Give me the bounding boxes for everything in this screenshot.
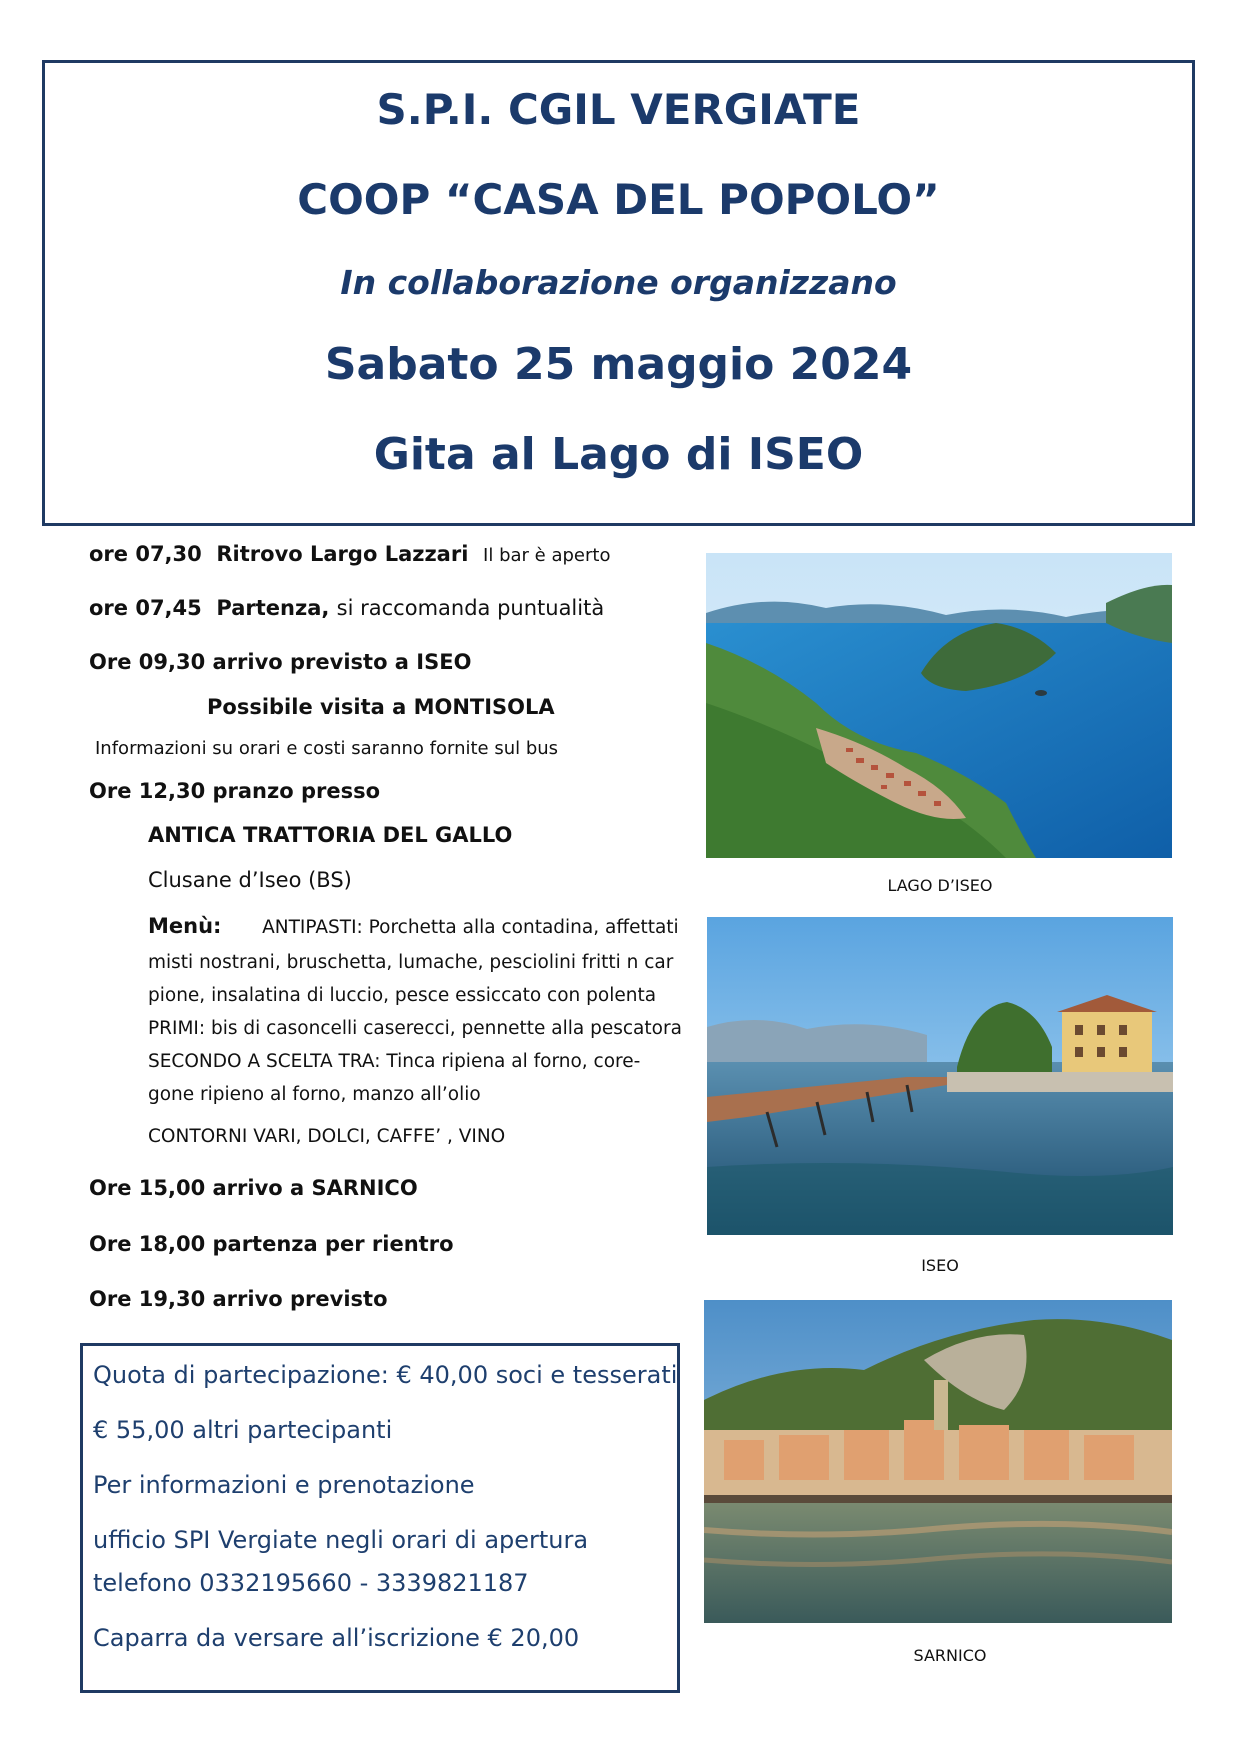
menu-label: Menù: (148, 914, 222, 938)
menu-line-4: PRIMI: bis di casoncelli caserecci, pennette alla pescatora (148, 1018, 682, 1039)
restaurant-location: Clusane d’Iseo (BS) (148, 868, 352, 892)
info-office: ufficio SPI Vergiate negli orari di apertura (93, 1526, 589, 1554)
program-note-2: si raccomanda puntualità (336, 596, 605, 620)
menu-line-7: CONTORNI VARI, DOLCI, CAFFE’ , VINO (148, 1126, 506, 1147)
program-time-1: ore 07,30 (89, 542, 202, 566)
program-row-1 (89, 542, 610, 566)
info-phone: telefono 0332195660 - 3339821187 (93, 1569, 529, 1597)
header-box (42, 60, 1195, 526)
info-price-members: Quota di partecipazione: € 40,00 soci e tesserati (93, 1361, 678, 1389)
sarnico-photo (704, 1300, 1172, 1623)
program-montisola: Possibile visita a MONTISOLA (207, 695, 555, 719)
header-org: S.P.I. CGIL VERGIATE (376, 85, 861, 134)
menu-line-2: misti nostrani, bruschetta, lumache, pesciolini fritti n car (148, 952, 674, 973)
info-price-others: € 55,00 altri partecipanti (93, 1416, 393, 1444)
program-bus-info: Informazioni su orari e costi saranno fornite sul bus (95, 738, 559, 759)
program-row-6: Ore 18,00 partenza per rientro (89, 1232, 454, 1256)
lago-iseo-photo (706, 553, 1172, 858)
header-coop: COOP “CASA DEL POPOLO” (297, 175, 940, 224)
caption-iseo: ISEO (921, 1256, 959, 1275)
program-event-2: Partenza, (216, 596, 330, 620)
program-row-3: Ore 09,30 arrivo previsto a ISEO (89, 650, 472, 674)
iseo-photo (707, 917, 1173, 1235)
info-box (80, 1343, 680, 1693)
info-booking: Per informazioni e prenotazione (93, 1471, 475, 1499)
menu-line-6: gone ripieno al forno, manzo all’olio (148, 1084, 481, 1105)
menu-line-1 (148, 914, 679, 938)
menu-line-3: pione, insalatina di luccio, pesce essiccato con polenta (148, 985, 657, 1006)
info-deposit: Caparra da versare all’iscrizione € 20,00 (93, 1624, 580, 1652)
caption-sarnico: SARNICO (913, 1646, 987, 1665)
menu-line-5: SECONDO A SCELTA TRA: Tinca ripiena al forno, core- (148, 1051, 641, 1072)
header-collab: In collaborazione organizzano (340, 263, 897, 302)
header-date: Sabato 25 maggio 2024 (324, 339, 913, 390)
restaurant-name: ANTICA TRATTORIA DEL GALLO (148, 823, 513, 847)
program-time-2: ore 07,45 (89, 596, 202, 620)
program-event-1: Ritrovo Largo Lazzari (216, 542, 469, 566)
program-row-5: Ore 15,00 arrivo a SARNICO (89, 1176, 418, 1200)
program-note-1: Il bar è aperto (483, 545, 611, 566)
header-trip: Gita al Lago di ISEO (373, 429, 864, 480)
caption-lago-iseo: LAGO D’ISEO (887, 876, 993, 895)
program-row-4: Ore 12,30 pranzo presso (89, 779, 381, 803)
program-row-2 (89, 596, 604, 620)
menu-antipasti: ANTIPASTI: Porchetta alla contadina, affettati (262, 917, 679, 938)
program-row-7: Ore 19,30 arrivo previsto (89, 1287, 388, 1311)
